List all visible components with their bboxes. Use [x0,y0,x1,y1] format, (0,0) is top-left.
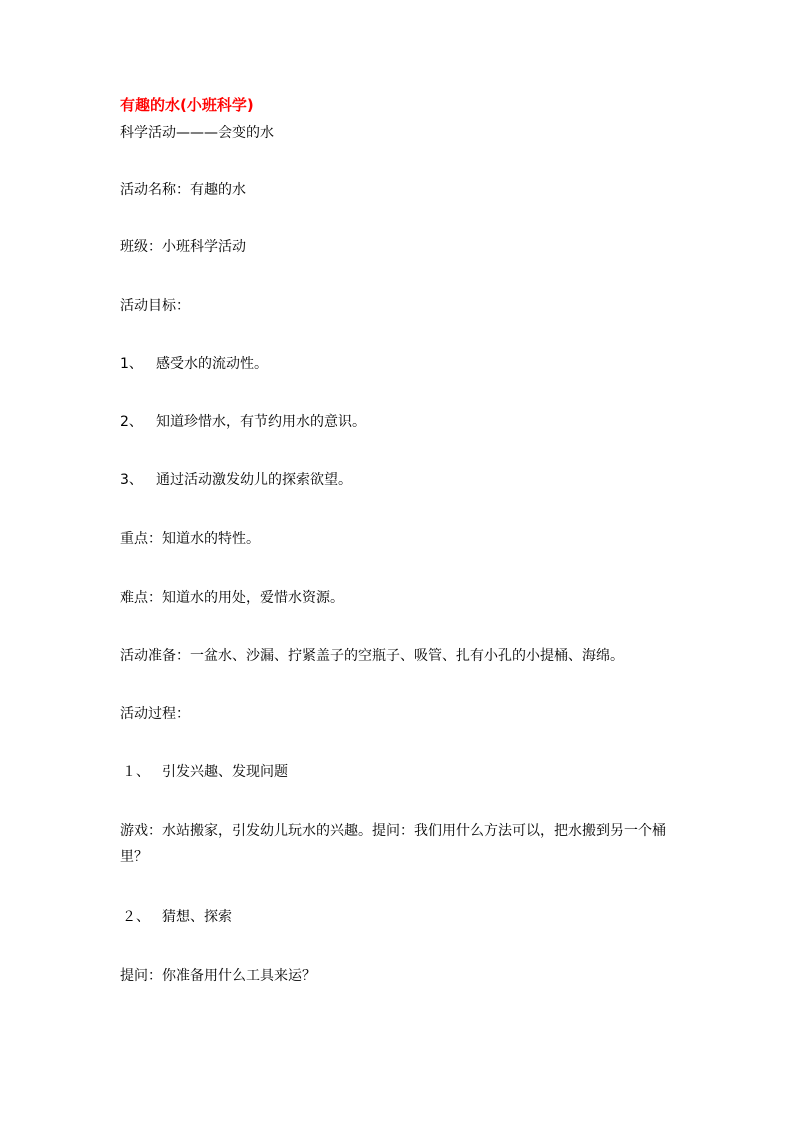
step-item [120,908,232,926]
goal-item [120,355,268,373]
step-text: 引发兴趣、发现问题 [162,764,288,780]
goal-number: 1、 [120,356,143,372]
step-number: ２、 [122,909,150,925]
goal-number: 2、 [120,414,143,430]
question: 提问：你准备用什么工具来运？ [120,968,316,984]
step-item [120,763,288,781]
class-line: 班级：小班科学活动 [120,239,246,255]
difficulty: 难点：知道水的用处，爱惜水资源。 [120,590,344,606]
game-text: 游戏：水站搬家，引发幼儿玩水的兴趣。提问：我们用什么方法可以，把水搬到另一个桶里？ [120,823,666,865]
goals-heading: 活动目标： [120,298,190,314]
goal-text: 感受水的流动性。 [156,356,268,372]
document-title: 有趣的水(小班科学) [120,96,254,114]
goal-text: 通过活动激发幼儿的探索欲望。 [156,472,352,488]
goal-item [120,413,366,431]
process-heading: 活动过程： [120,706,190,722]
goal-number: 3、 [120,472,143,488]
preparation: 活动准备：一盆水、沙漏、拧紧盖子的空瓶子、吸管、扎有小孔的小提桶、海绵。 [120,648,624,664]
goal-item [120,471,352,489]
key-point: 重点：知道水的特性。 [120,531,260,547]
activity-name: 活动名称：有趣的水 [120,182,246,198]
step-text: 猜想、探索 [162,909,232,925]
subtitle: 科学活动———会变的水 [120,125,274,141]
step-number: １、 [122,764,150,780]
goal-text: 知道珍惜水，有节约用水的意识。 [156,414,366,430]
